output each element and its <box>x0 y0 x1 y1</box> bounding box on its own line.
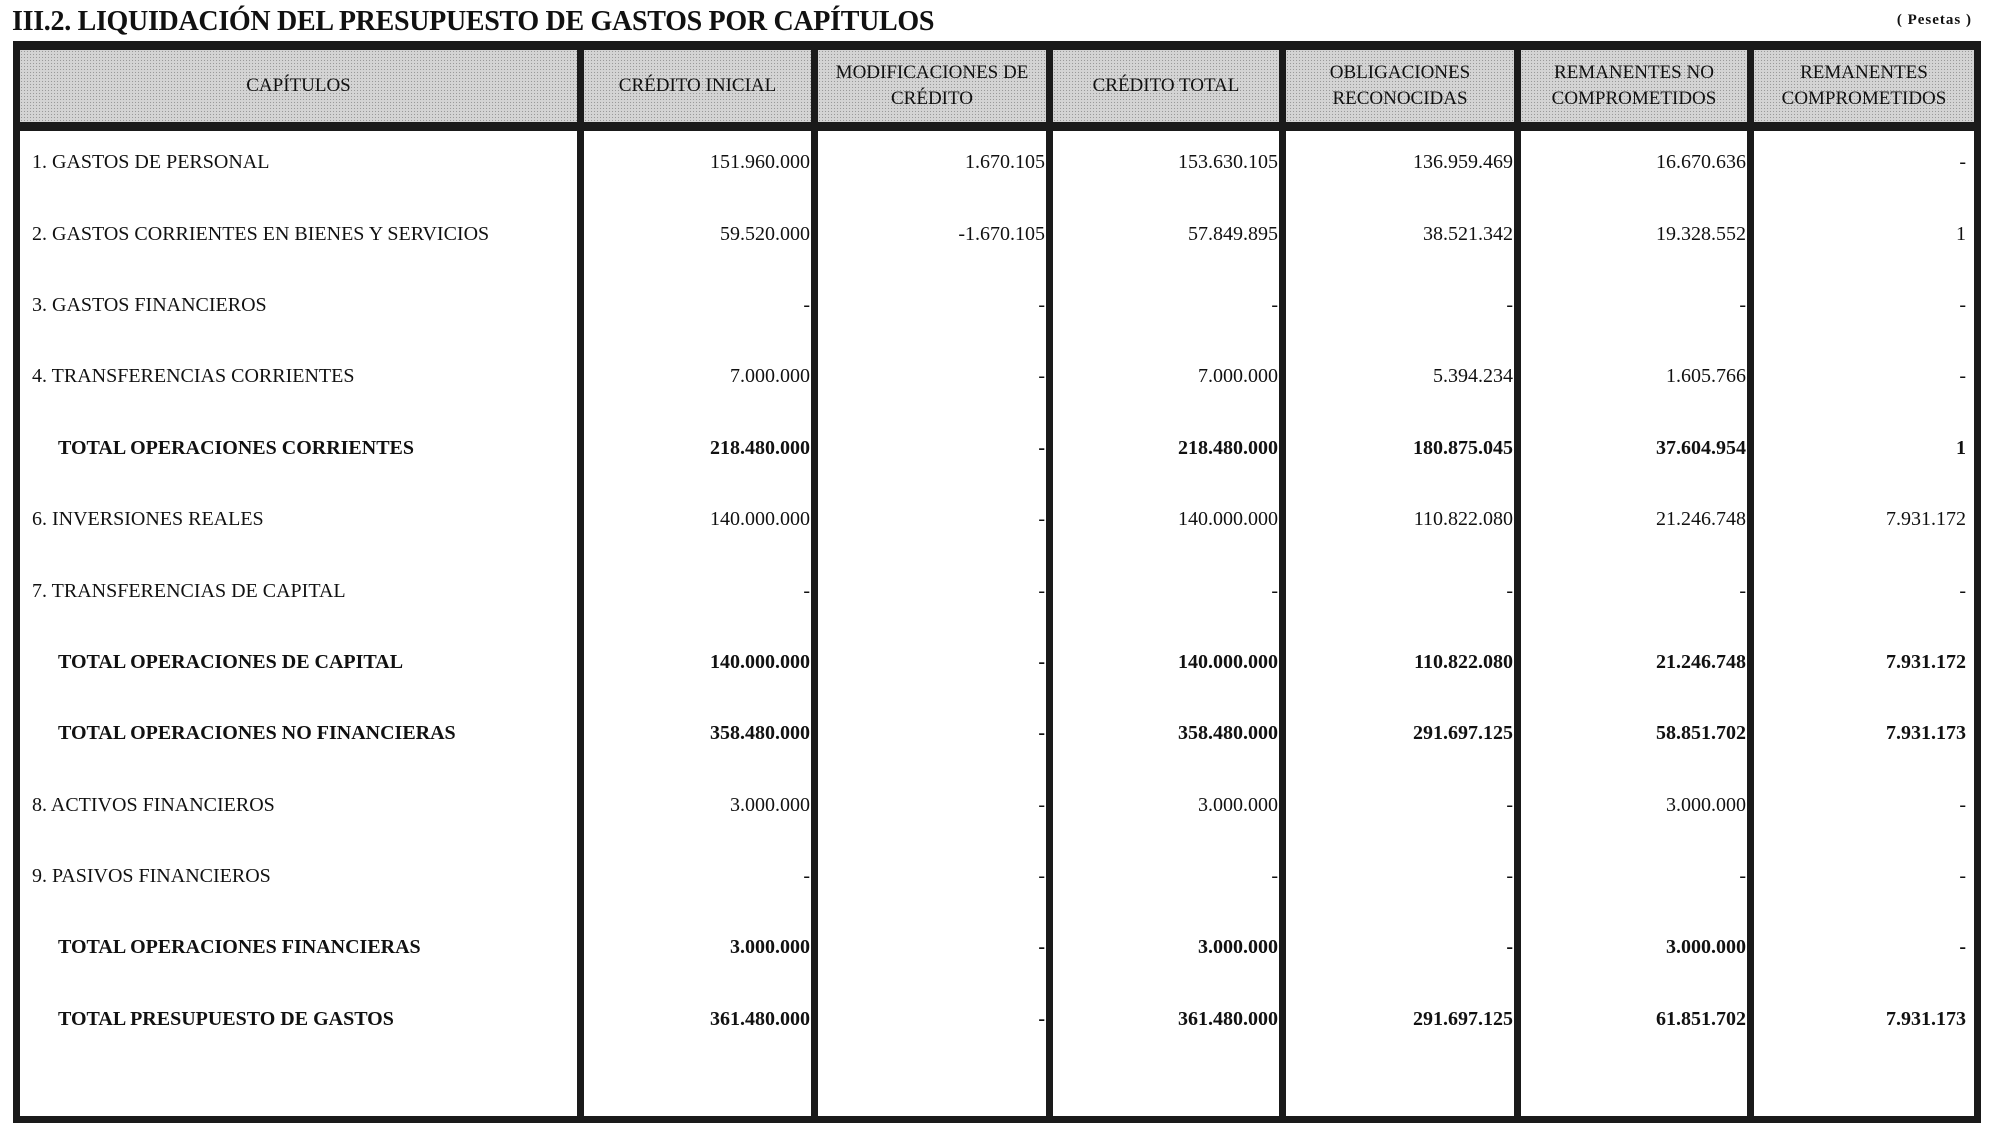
cell-value: 218.480.000 <box>710 436 810 459</box>
header-credito-inicial: CRÉDITO INICIAL <box>584 50 818 122</box>
row-label: 7. TRANSFERENCIAS DE CAPITAL <box>32 579 346 602</box>
cell-value: - <box>803 579 810 602</box>
cell-value: - <box>1271 293 1278 316</box>
cell-value: 180.875.045 <box>1413 436 1513 459</box>
cell-value: - <box>1959 936 1966 959</box>
header-remanentes-no-comprometidos: REMANENTES NO COMPROMETIDOS <box>1521 50 1754 122</box>
cell-value: 59.520.000 <box>720 222 810 245</box>
cell-value: - <box>1038 1007 1045 1030</box>
cell-value: 1 <box>1956 222 1966 245</box>
cell-value: 218.480.000 <box>1178 436 1278 459</box>
cell-value: 3.000.000 <box>1666 936 1746 959</box>
cell-value: 1 <box>1956 436 1966 459</box>
cell-value: - <box>1038 865 1045 888</box>
cell-value: 61.851.702 <box>1656 1007 1746 1030</box>
cell-value: 7.000.000 <box>1198 365 1278 388</box>
cell-value: 3.000.000 <box>1198 793 1278 816</box>
total-row <box>20 627 1974 698</box>
table-row <box>20 127 1974 198</box>
cell-value: - <box>1038 436 1045 459</box>
cell-value: 19.328.552 <box>1656 222 1746 245</box>
table-row <box>20 841 1974 912</box>
cell-value: 140.000.000 <box>1178 508 1278 531</box>
table-row <box>20 770 1974 841</box>
cell-value: - <box>1959 865 1966 888</box>
header-obligaciones: OBLIGACIONES RECONOCIDAS <box>1286 50 1521 122</box>
page-title: III.2. LIQUIDACIÓN DEL PRESUPUESTO DE GASTOS POR CAPÍTULOS <box>12 6 935 37</box>
cell-value: 358.480.000 <box>710 722 810 745</box>
cell-value: - <box>1506 865 1513 888</box>
total-row <box>20 413 1974 484</box>
cell-value: 1.605.766 <box>1666 365 1746 388</box>
total-row <box>20 698 1974 769</box>
cell-value: 38.521.342 <box>1423 222 1513 245</box>
cell-value: 3.000.000 <box>1666 793 1746 816</box>
cell-value: - <box>1739 293 1746 316</box>
table-row <box>20 555 1974 626</box>
row-label: 3. GASTOS FINANCIEROS <box>32 293 267 316</box>
cell-value: 361.480.000 <box>1178 1007 1278 1030</box>
cell-value: 151.960.000 <box>710 151 810 174</box>
total-row <box>20 984 1974 1055</box>
row-label: TOTAL OPERACIONES CORRIENTES <box>58 436 415 459</box>
cell-value: - <box>1038 365 1045 388</box>
cell-value: 361.480.000 <box>710 1007 810 1030</box>
cell-value: - <box>1038 936 1045 959</box>
cell-value: - <box>1271 579 1278 602</box>
cell-value: - <box>1038 293 1045 316</box>
cell-value: 1.670.105 <box>965 151 1045 174</box>
row-label: 1. GASTOS DE PERSONAL <box>32 151 270 174</box>
cell-value: - <box>1506 793 1513 816</box>
cell-value: - <box>1959 365 1966 388</box>
cell-value: - <box>1038 650 1045 673</box>
row-label: TOTAL OPERACIONES NO FINANCIERAS <box>58 722 456 745</box>
cell-value: 7.931.173 <box>1886 1007 1966 1030</box>
table-row <box>20 270 1974 341</box>
cell-value: 140.000.000 <box>1178 650 1278 673</box>
cell-value: - <box>1959 579 1966 602</box>
cell-value: - <box>1739 579 1746 602</box>
cell-value: 3.000.000 <box>1198 936 1278 959</box>
cell-value: - <box>1506 936 1513 959</box>
cell-value: 7.000.000 <box>730 365 810 388</box>
cell-value: - <box>1959 793 1966 816</box>
cell-value: 140.000.000 <box>710 508 810 531</box>
cell-value: 37.604.954 <box>1656 436 1746 459</box>
cell-value: 291.697.125 <box>1413 1007 1513 1030</box>
header-credito-total: CRÉDITO TOTAL <box>1053 50 1286 122</box>
cell-value: 110.822.080 <box>1413 508 1513 531</box>
table-header <box>20 50 1974 131</box>
cell-value: - <box>1959 293 1966 316</box>
cell-value: 153.630.105 <box>1178 151 1278 174</box>
cell-value: 58.851.702 <box>1656 722 1746 745</box>
table-row <box>20 484 1974 555</box>
cell-value: 3.000.000 <box>730 793 810 816</box>
cell-value: 7.931.173 <box>1886 722 1966 745</box>
cell-value: - <box>1959 151 1966 174</box>
cell-value: - <box>1038 722 1045 745</box>
row-label: 2. GASTOS CORRIENTES EN BIENES Y SERVICIOS <box>32 222 490 245</box>
cell-value: 136.959.469 <box>1413 151 1513 174</box>
table-row <box>20 341 1974 412</box>
cell-value: - <box>1038 793 1045 816</box>
row-label: 9. PASIVOS FINANCIEROS <box>32 865 271 888</box>
cell-value: -1.670.105 <box>958 222 1045 245</box>
cell-value: 7.931.172 <box>1886 508 1966 531</box>
currency-unit: ( Pesetas ) <box>1896 12 1972 28</box>
cell-value: - <box>1506 293 1513 316</box>
total-row <box>20 912 1974 983</box>
cell-value: - <box>1271 865 1278 888</box>
budget-table <box>13 41 1981 1123</box>
cell-value: 21.246.748 <box>1656 650 1746 673</box>
cell-value: 21.246.748 <box>1656 508 1746 531</box>
cell-value: 7.931.172 <box>1886 650 1966 673</box>
table-row <box>20 198 1974 269</box>
cell-value: - <box>803 293 810 316</box>
cell-value: - <box>1739 865 1746 888</box>
cell-value: 291.697.125 <box>1413 722 1513 745</box>
cell-value: - <box>1506 579 1513 602</box>
row-label: TOTAL OPERACIONES DE CAPITAL <box>58 650 404 673</box>
cell-value: 140.000.000 <box>710 650 810 673</box>
header-capitulos: CAPÍTULOS <box>20 50 584 122</box>
cell-value: 3.000.000 <box>730 936 810 959</box>
header-remanentes-comprometidos: REMANENTES COMPROMETIDOS <box>1754 50 1974 122</box>
cell-value: - <box>1038 579 1045 602</box>
cell-value: 5.394.234 <box>1433 365 1513 388</box>
table-body <box>20 127 1974 1055</box>
row-label: 4. TRANSFERENCIAS CORRIENTES <box>32 365 355 388</box>
row-label: 8. ACTIVOS FINANCIEROS <box>32 793 275 816</box>
row-label: TOTAL OPERACIONES FINANCIERAS <box>58 936 421 959</box>
cell-value: 110.822.080 <box>1414 650 1513 673</box>
row-label: 6. INVERSIONES REALES <box>32 508 264 531</box>
cell-value: 57.849.895 <box>1188 222 1278 245</box>
cell-value: 358.480.000 <box>1178 722 1278 745</box>
cell-value: - <box>803 865 810 888</box>
cell-value: 16.670.636 <box>1656 151 1746 174</box>
header-modificaciones: MODIFICACIONES DE CRÉDITO <box>818 50 1053 122</box>
row-label: TOTAL PRESUPUESTO DE GASTOS <box>58 1007 394 1030</box>
cell-value: - <box>1038 508 1045 531</box>
